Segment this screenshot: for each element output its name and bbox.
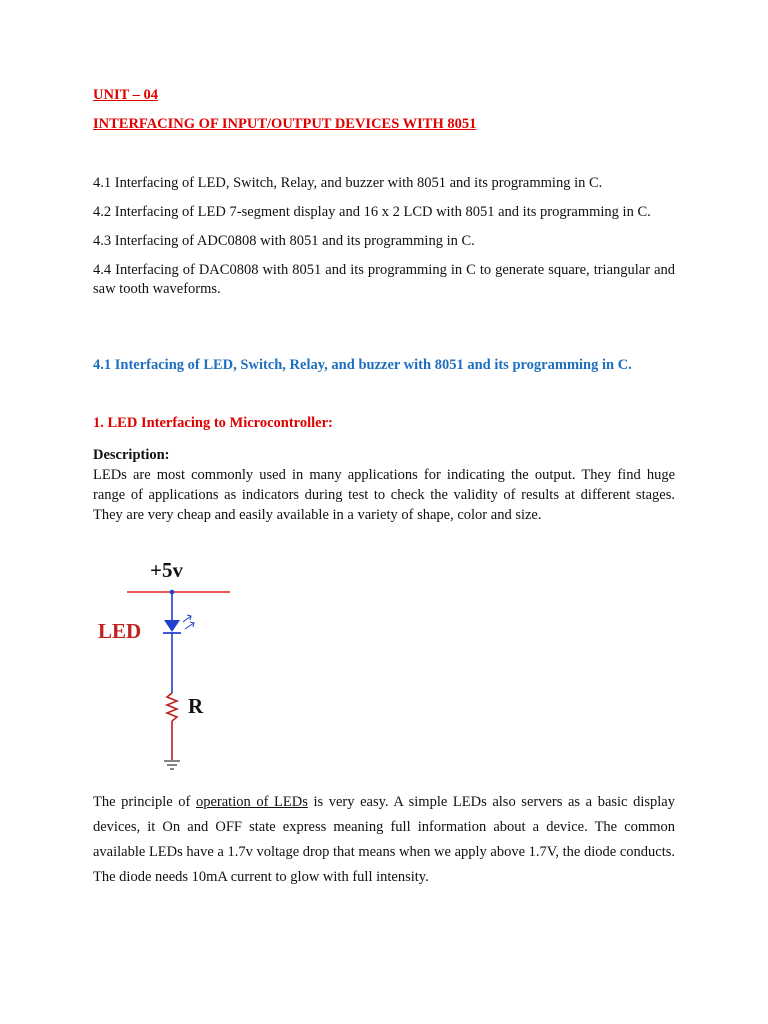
- led-label: LED: [98, 619, 142, 643]
- description-label: Description:: [93, 447, 170, 463]
- toc-item-4-3: 4.3 Interfacing of ADC0808 with 8051 and its programming in C.: [93, 233, 475, 249]
- light-emission-icon: [183, 615, 194, 629]
- led-circuit-diagram: [90, 550, 250, 780]
- toc-item-4-2: 4.2 Interfacing of LED 7-segment display and 16 x 2 LCD with 8051 and its programming in C.: [93, 204, 651, 220]
- unit-number: UNIT – 04: [93, 87, 158, 103]
- principle-paragraph: [93, 790, 675, 890]
- ground-icon: [164, 761, 180, 769]
- principle-text-start: The principle of: [93, 794, 196, 810]
- table-of-contents: [93, 174, 675, 309]
- operation-of-leds-link[interactable]: operation of LEDs: [195, 794, 308, 810]
- led-diode-icon: [164, 620, 180, 632]
- description-paragraph: LEDs are most commonly used in many applications for indicating the output. They find huge range of applications as indicators during test to check the validity of results at different stages. They are very cheap and easily available in a variety of shape, color and size.: [93, 467, 675, 523]
- resistor-icon: [167, 693, 177, 721]
- unit-title: INTERFACING OF INPUT/OUTPUT DEVICES WITH 8051: [93, 116, 477, 132]
- section-heading: 4.1 Interfacing of LED, Switch, Relay, and buzzer with 8051 and its programming in C.: [93, 357, 632, 373]
- toc-item-4-4: 4.4 Interfacing of DAC0808 with 8051 and its programming in C to generate square, triangular and saw tooth waveforms.: [93, 262, 675, 297]
- led-interfacing-heading: 1. LED Interfacing to Microcontroller:: [93, 415, 333, 431]
- resistor-label: R: [188, 694, 204, 718]
- supply-label: +5v: [150, 558, 183, 582]
- toc-item-4-1: 4.1 Interfacing of LED, Switch, Relay, and buzzer with 8051 and its programming in C.: [93, 175, 603, 191]
- principle-text-end: is very easy. A simple LEDs also servers as a basic display devices, it On and OFF state express meaning full information about a device. The common available LEDs have a 1.7v voltage drop that means when we apply above 1.7V, the diode conducts. The diode needs 10mA current to glow with full intensity.: [93, 794, 675, 885]
